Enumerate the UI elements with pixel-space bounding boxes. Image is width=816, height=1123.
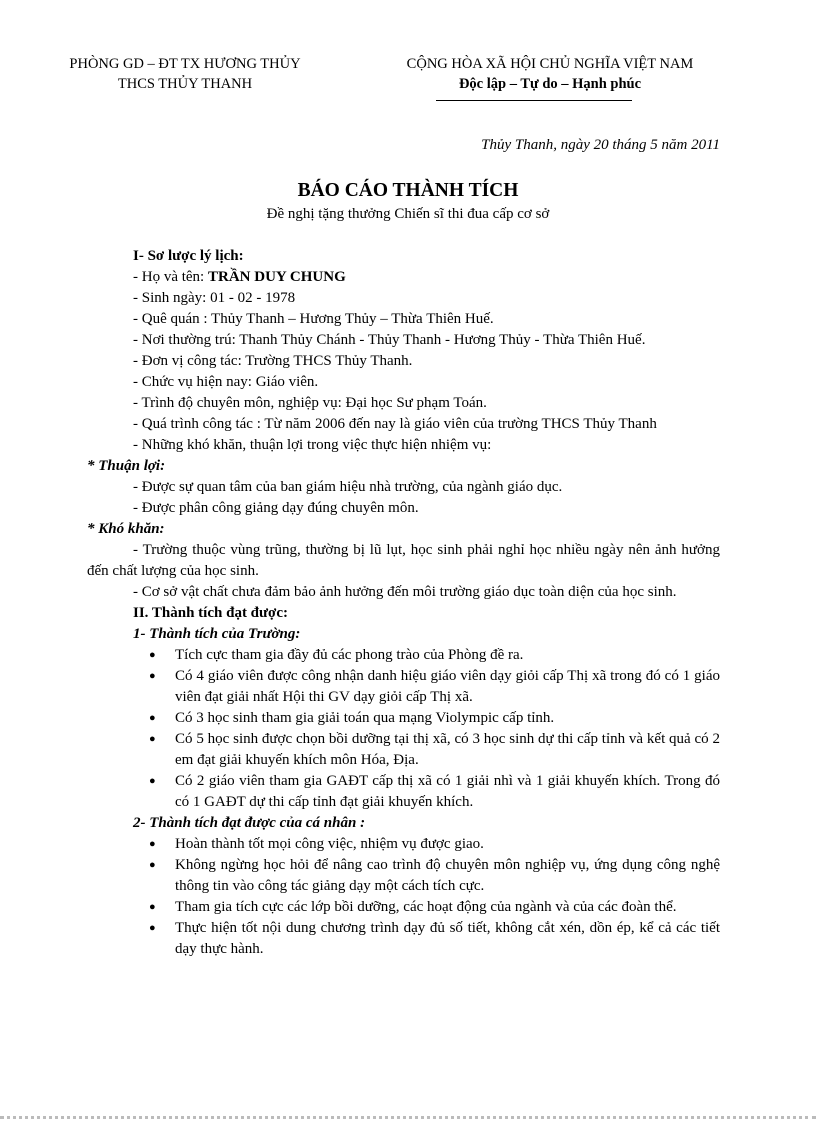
difficulty-item: - Cơ sở vật chất chưa đảm bảo ảnh hưởng đến môi trường giáo dục toàn diện của học sinh.	[133, 584, 677, 600]
school-achievements-heading: 1- Thành tích của Trường:	[133, 626, 301, 642]
bio-item: - Sinh ngày: 01 - 02 - 1978	[133, 290, 296, 306]
national-motto: Độc lập – Tự do – Hạnh phúc	[458, 76, 642, 92]
school-achievements-list	[87, 645, 720, 813]
bio-item: - Trình độ chuyên môn, nghiệp vụ: Đại học Sư phạm Toán.	[133, 395, 487, 411]
difficulties-heading: * Khó khăn:	[87, 521, 165, 537]
bio-item: - Đơn vị công tác: Trường THCS Thủy Thanh.	[133, 353, 413, 369]
advantages-heading: * Thuận lợi:	[87, 458, 166, 474]
bio-item: - Chức vụ hiện nay: Giáo viên.	[133, 374, 319, 390]
list-item: ● Thực hiện tốt nội dung chương trình dạy đủ số tiết, không cắt xén, dồn ép, kể cả các tiết dạy thực hành.	[87, 918, 720, 960]
list-item: ● Có 5 học sinh được chọn bồi dưỡng tại thị xã, có 3 học sinh dự thi cấp tỉnh và kết quả có 2 em đạt giải khuyến khích môn Hóa, Địa.	[87, 729, 720, 771]
name-label: - Họ và tên:	[133, 269, 208, 285]
bio-item: - Nơi thường trú: Thanh Thủy Chánh - Thủy Thanh - Hương Thủy - Thừa Thiên Huế.	[133, 332, 646, 348]
difficulty-item: - Trường thuộc vùng trũng, thường bị lũ lụt, học sinh phải nghỉ học nhiều ngày nên ảnh hưởng đến chất lượng của học sinh.	[87, 542, 720, 579]
document-title: BÁO CÁO THÀNH TÍCH	[297, 180, 519, 201]
motto-underline	[436, 100, 632, 101]
issuer-department: PHÒNG GD – ĐT TX HƯƠNG THỦY	[69, 56, 301, 72]
issuer-header	[40, 54, 330, 94]
bio-item: - Những khó khăn, thuận lợi trong việc thực hiện nhiệm vụ:	[133, 437, 492, 453]
advantage-item: - Được phân công giảng dạy đúng chuyên môn.	[133, 500, 419, 516]
section2-heading: II. Thành tích đạt được:	[133, 605, 288, 621]
issuer-school: THCS THỦY THANH	[117, 76, 253, 92]
document-subtitle: Đề nghị tặng thưởng Chiến sĩ thi đua cấp cơ sở	[266, 206, 550, 222]
list-item: ● Có 2 giáo viên tham gia GAĐT cấp thị xã có 1 giải nhì và 1 giải khuyến khích. Trong đó có 1 GAĐT dự thi cấp tỉnh đạt giải khuyến khích.	[87, 771, 720, 813]
list-item: ● Có 4 giáo viên được công nhận danh hiệu giáo viên dạy giỏi cấp Thị xã trong đó có 1 giáo viên đạt giải nhất Hội thi GV dạy giỏi cấp Thị xã.	[87, 666, 720, 708]
name-value: TRẦN DUY CHUNG	[207, 269, 346, 285]
list-item: ● Tham gia tích cực các lớp bồi dưỡng, các hoạt động của ngành và của các đoàn thể.	[87, 897, 720, 918]
section1-heading: I- Sơ lược lý lịch:	[133, 248, 244, 264]
document-body	[87, 246, 720, 960]
personal-achievements-heading: 2- Thành tích đạt được của cá nhân :	[133, 815, 366, 831]
personal-achievements-list	[87, 834, 720, 960]
national-title: CỘNG HÒA XÃ HỘI CHỦ NGHĨA VIỆT NAM	[406, 56, 694, 72]
advantage-item: - Được sự quan tâm của ban giám hiệu nhà trường, của ngành giáo dục.	[133, 479, 563, 495]
dateline: Thủy Thanh, ngày 20 tháng 5 năm 2011	[481, 137, 720, 153]
list-item: ● Có 3 học sinh tham gia giải toán qua mạng Violympic cấp tỉnh.	[87, 708, 720, 729]
bio-item: - Quê quán : Thủy Thanh – Hương Thủy – Thừa Thiên Huế.	[133, 311, 494, 327]
page-bottom-border	[0, 1116, 816, 1119]
list-item: ● Tích cực tham gia đầy đủ các phong trào của Phòng đề ra.	[87, 645, 720, 666]
national-header	[370, 54, 730, 94]
list-item: ● Hoàn thành tốt mọi công việc, nhiệm vụ được giao.	[87, 834, 720, 855]
bio-item: - Quá trình công tác : Từ năm 2006 đến nay là giáo viên của trường THCS Thủy Thanh	[133, 416, 657, 432]
name-line	[87, 267, 720, 288]
list-item: ● Không ngừng học hỏi để nâng cao trình độ chuyên môn nghiệp vụ, ứng dụng công nghệ thông tin vào công tác giảng dạy một cách tích cực.	[87, 855, 720, 897]
